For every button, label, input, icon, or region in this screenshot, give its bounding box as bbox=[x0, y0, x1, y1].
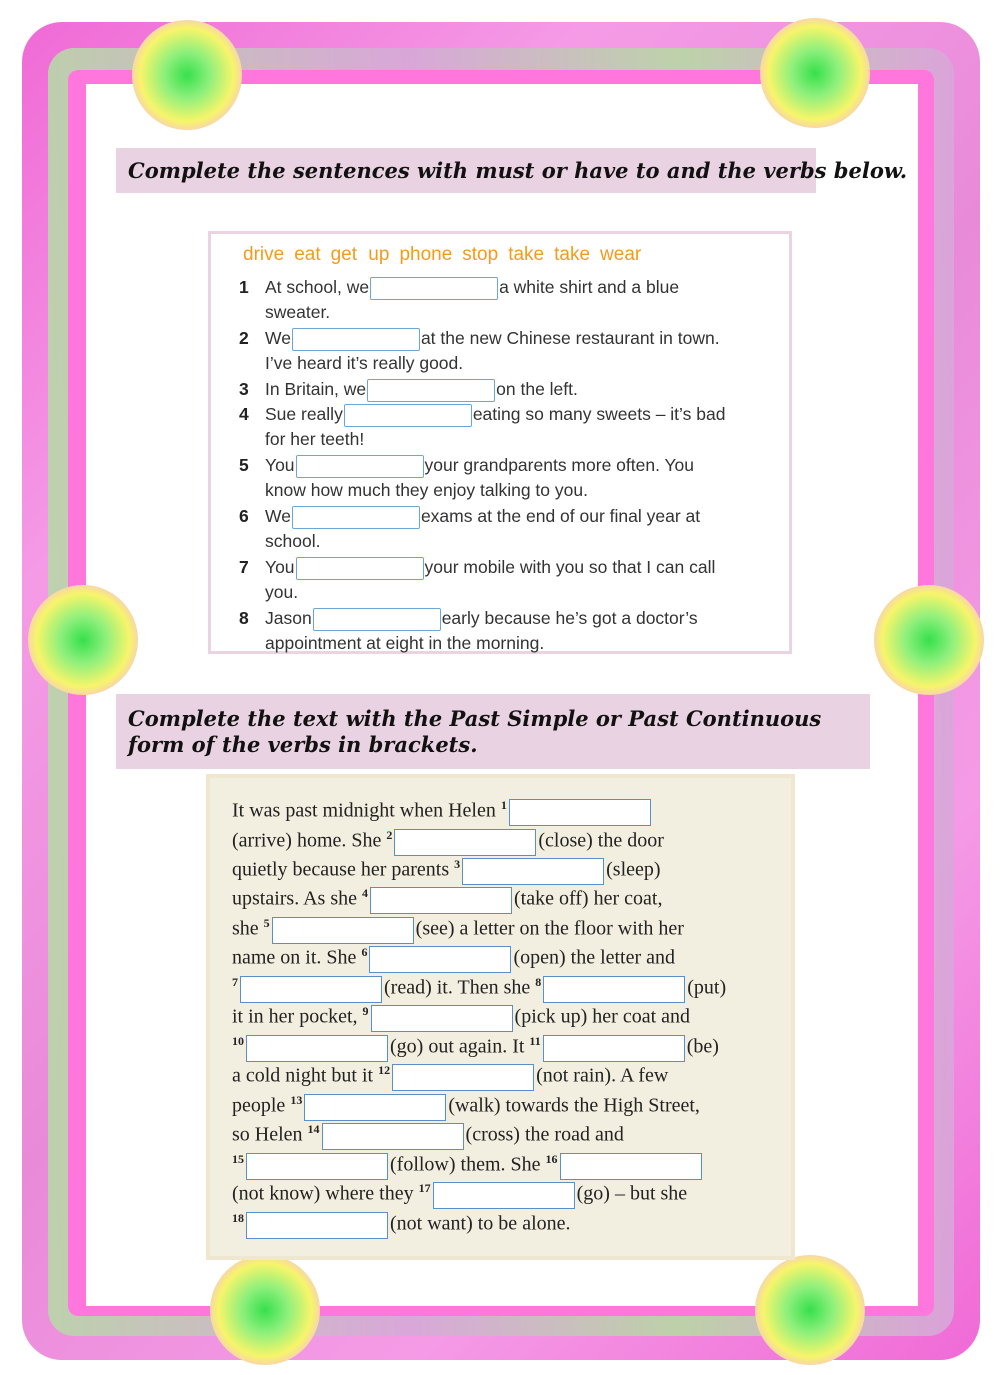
gap-input-4[interactable] bbox=[370, 887, 512, 914]
item-number: 2 bbox=[239, 328, 249, 348]
sentence-text: exams at the end of our final year at bbox=[420, 506, 701, 526]
gap-input-14[interactable] bbox=[322, 1123, 464, 1150]
item-number: 6 bbox=[239, 506, 249, 526]
gap-number: 8 bbox=[535, 975, 542, 989]
gap-input-8[interactable] bbox=[543, 976, 685, 1003]
text-fragment: quietly because her parents bbox=[232, 858, 450, 881]
gap-number: 14 bbox=[307, 1122, 320, 1136]
gap-number: 9 bbox=[362, 1004, 369, 1018]
exercise1-header bbox=[116, 148, 908, 193]
text-fragment: (take off) her coat, bbox=[514, 887, 663, 910]
sentence-text: you. bbox=[265, 582, 299, 602]
sentence-text: know how much they enjoy talking to you. bbox=[265, 480, 588, 500]
side-ornament-icon bbox=[874, 585, 984, 695]
text-fragment: (not know) where they bbox=[232, 1182, 414, 1205]
text-fragment: (not rain). A few bbox=[536, 1064, 669, 1087]
gap-number: 7 bbox=[232, 975, 238, 989]
gap-number: 18 bbox=[232, 1211, 244, 1225]
sentence-text: Sue really bbox=[265, 404, 343, 424]
corner-ornament-icon bbox=[210, 1255, 320, 1365]
answer-input-4[interactable] bbox=[344, 404, 472, 427]
word-bank-item: take bbox=[554, 244, 591, 265]
sentence-text: on the left. bbox=[496, 379, 578, 399]
exercise1-box bbox=[208, 231, 792, 654]
text-fragment: people bbox=[232, 1094, 286, 1117]
text-fragment: (put) bbox=[687, 976, 727, 999]
text-fragment: (cross) the road and bbox=[465, 1123, 624, 1146]
sentence-text: early because he’s got a doctor’s bbox=[441, 608, 698, 628]
text-fragment: so Helen bbox=[232, 1123, 303, 1146]
corner-ornament-icon bbox=[760, 18, 870, 128]
exercise2-header bbox=[116, 694, 870, 769]
gap-input-2[interactable] bbox=[394, 829, 536, 856]
sentence-text: At school, we bbox=[265, 277, 370, 297]
text-fragment: (close) the door bbox=[538, 829, 664, 852]
text-fragment: It was past midnight when Helen bbox=[232, 799, 496, 822]
answer-input-8[interactable] bbox=[313, 608, 441, 631]
gap-input-1[interactable] bbox=[509, 799, 651, 826]
sentence-text: I’ve heard it’s really good. bbox=[265, 353, 464, 373]
gap-input-9[interactable] bbox=[371, 1005, 513, 1032]
sentence-text: for her teeth! bbox=[265, 429, 365, 449]
word-bank-item: phone bbox=[399, 244, 453, 265]
item-number: 7 bbox=[239, 557, 249, 577]
gap-number: 13 bbox=[290, 1093, 303, 1107]
sentence-text: In Britain, we bbox=[265, 379, 367, 399]
sentence-text: a white shirt and a blue bbox=[499, 277, 680, 297]
word-bank bbox=[243, 244, 651, 266]
answer-input-3[interactable] bbox=[367, 379, 495, 402]
gap-number: 2 bbox=[386, 828, 393, 842]
text-fragment: (not want) to be alone. bbox=[390, 1212, 571, 1235]
sentence-text: your grandparents more often. You bbox=[424, 455, 695, 475]
sentence-text: school. bbox=[265, 531, 321, 551]
gap-input-13[interactable] bbox=[304, 1094, 446, 1121]
gap-input-16[interactable] bbox=[560, 1153, 702, 1180]
text-fragment: upstairs. As she bbox=[232, 887, 357, 910]
gap-input-3[interactable] bbox=[462, 858, 604, 885]
gap-number: 5 bbox=[263, 916, 270, 930]
answer-input-6[interactable] bbox=[292, 506, 420, 529]
sentence-text: at the new Chinese restaurant in town. bbox=[420, 328, 720, 348]
sentence-text: Jason bbox=[265, 608, 312, 628]
item-number: 4 bbox=[239, 404, 249, 424]
text-fragment: (sleep) bbox=[606, 858, 661, 881]
gap-number: 11 bbox=[529, 1034, 541, 1048]
gap-number: 16 bbox=[545, 1152, 558, 1166]
gap-number: 15 bbox=[232, 1152, 244, 1166]
answer-input-7[interactable] bbox=[296, 557, 424, 580]
gap-number: 17 bbox=[418, 1181, 431, 1195]
sentence-text: your mobile with you so that I can call bbox=[424, 557, 716, 577]
text-fragment: name on it. She bbox=[232, 946, 357, 969]
item-number: 8 bbox=[239, 608, 249, 628]
word-bank-item: drive bbox=[243, 244, 285, 265]
gap-number: 4 bbox=[362, 886, 368, 900]
exercise1-instruction: Complete the sentences with must or have to and the verbs below. bbox=[128, 158, 908, 183]
side-ornament-icon bbox=[28, 585, 138, 695]
sentence-text: appointment at eight in the morning. bbox=[265, 633, 545, 653]
gap-input-11[interactable] bbox=[543, 1035, 685, 1062]
word-bank-item: stop bbox=[462, 244, 499, 265]
sentence-text: We bbox=[265, 506, 291, 526]
gap-input-6[interactable] bbox=[369, 946, 511, 973]
text-fragment: (open) the letter and bbox=[513, 946, 676, 969]
gap-input-17[interactable] bbox=[433, 1182, 575, 1209]
word-bank-item: wear bbox=[600, 244, 642, 265]
gap-input-12[interactable] bbox=[392, 1064, 534, 1091]
exercise2-box bbox=[206, 774, 795, 1260]
corner-ornament-icon bbox=[132, 20, 242, 130]
word-bank-item: get up bbox=[330, 244, 390, 265]
text-fragment: (see) a letter on the floor with her bbox=[415, 917, 684, 940]
sentence-text: You bbox=[265, 557, 295, 577]
item-number: 1 bbox=[239, 277, 249, 297]
gap-number: 1 bbox=[500, 798, 507, 812]
text-fragment: (follow) them. She bbox=[390, 1153, 541, 1176]
answer-input-5[interactable] bbox=[296, 455, 424, 478]
gap-input-10[interactable] bbox=[246, 1035, 388, 1062]
answer-input-2[interactable] bbox=[292, 328, 420, 351]
text-fragment: (be) bbox=[686, 1035, 719, 1058]
text-fragment: a cold night but it bbox=[232, 1064, 374, 1087]
text-fragment: (read) it. Then she bbox=[384, 976, 531, 999]
text-fragment: (go) – but she bbox=[576, 1182, 688, 1205]
gap-input-5[interactable] bbox=[272, 917, 414, 944]
gap-number: 3 bbox=[454, 857, 461, 871]
item-number: 5 bbox=[239, 455, 249, 475]
gap-input-18[interactable] bbox=[246, 1212, 388, 1239]
gap-number: 12 bbox=[378, 1063, 391, 1077]
sentence-text: We bbox=[265, 328, 291, 348]
text-fragment: (pick up) her coat and bbox=[514, 1005, 691, 1028]
item-number: 3 bbox=[239, 379, 249, 399]
sentence-text: sweater. bbox=[265, 302, 331, 322]
gap-number: 6 bbox=[361, 945, 368, 959]
gap-input-7[interactable] bbox=[240, 976, 382, 1003]
gap-input-15[interactable] bbox=[246, 1153, 388, 1180]
word-bank-item: take bbox=[508, 244, 545, 265]
sentence-text: You bbox=[265, 455, 295, 475]
text-fragment: she bbox=[232, 917, 259, 940]
corner-ornament-icon bbox=[755, 1255, 865, 1365]
text-fragment: (arrive) home. She bbox=[232, 829, 382, 852]
text-fragment: (go) out again. It bbox=[390, 1035, 525, 1058]
sentence-text: eating so many sweets – it’s bad bbox=[472, 404, 726, 424]
exercise2-instruction: Complete the text with the Past Simple or Past Continuous form of the verbs in brackets. bbox=[128, 706, 822, 757]
word-bank-item: eat bbox=[294, 244, 321, 265]
text-fragment: (walk) towards the High Street, bbox=[448, 1094, 700, 1117]
gap-number: 10 bbox=[232, 1034, 244, 1048]
text-fragment: it in her pocket, bbox=[232, 1005, 358, 1028]
answer-input-1[interactable] bbox=[370, 277, 498, 300]
